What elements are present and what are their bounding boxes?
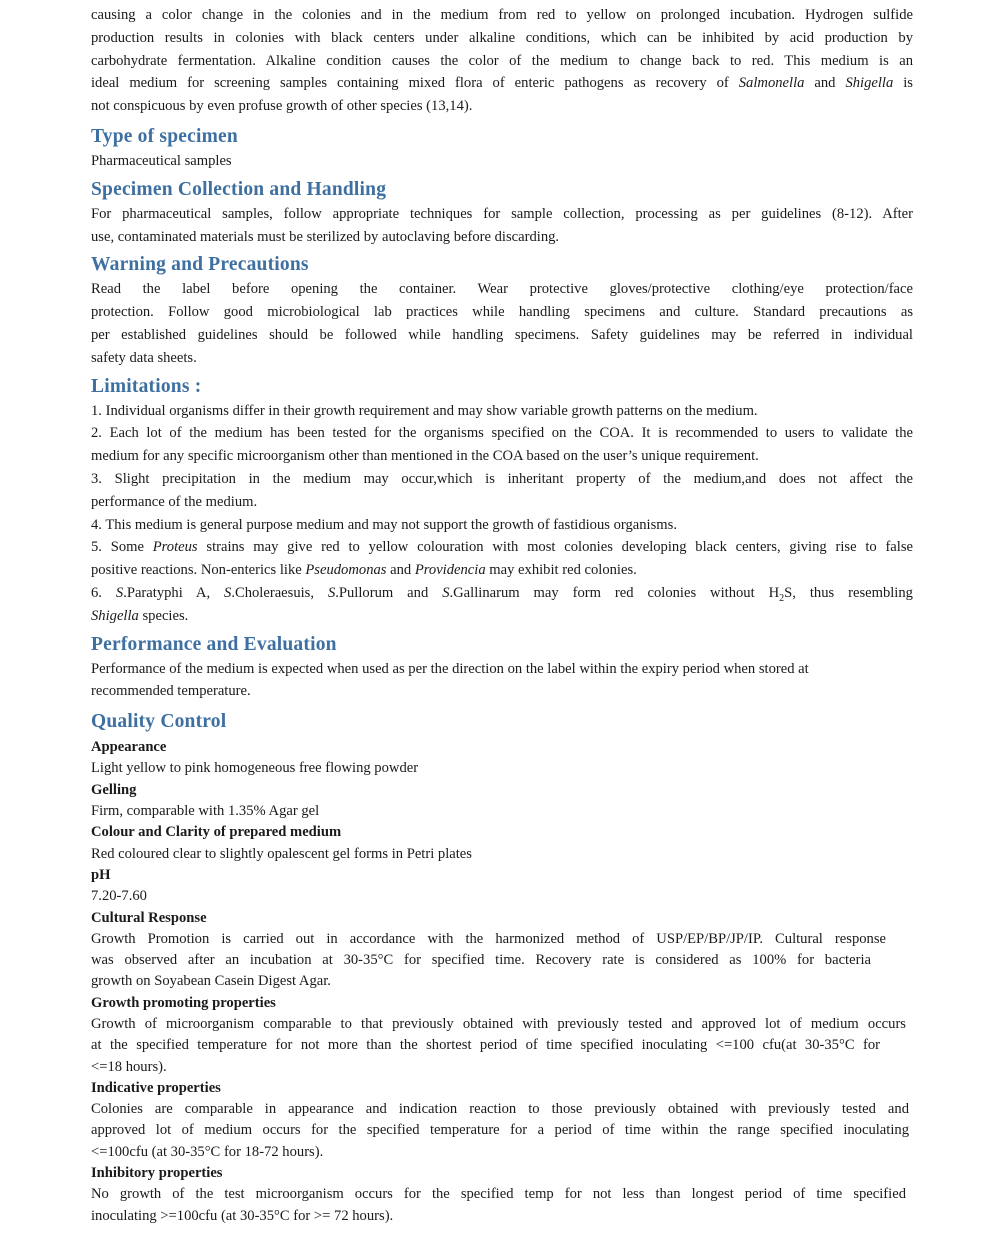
qc-value: growth on Soyabean Casein Digest Agar. — [91, 973, 331, 990]
italic-term: Salmonella — [738, 75, 805, 92]
text-span: and — [804, 75, 846, 92]
qc-value: <=18 hours). — [91, 1058, 167, 1075]
text-span: positive reactions. Non-enterics like — [91, 562, 306, 579]
limitation-item: performance of the medium. — [91, 493, 258, 510]
qc-value: No growth of the test microorganism occurs for the specified temp for not less than longest period of time specified — [91, 1186, 906, 1203]
section-heading-performance: Performance and Evaluation — [91, 633, 337, 655]
intro-line: causing a color change in the colonies and in the medium from red to yellow on prolonged incubation. Hydrogen sulfide — [91, 7, 913, 23]
section-heading-type-of-specimen: Type of specimen — [91, 125, 238, 147]
section-heading-quality-control: Quality Control — [91, 711, 227, 733]
limitation-item: 1. Individual organisms differ in their growth requirement and may show variable growth patterns on the medium. — [91, 402, 758, 419]
limitation-item: 3. Slight precipitation in the medium may occur,which is inheritant property of the medium,and does not affect the — [91, 470, 913, 487]
warning-line: safety data sheets. — [91, 349, 197, 366]
qc-value: Growth of microorganism comparable to that previously obtained with previously tested and approved lot of medium occurs — [91, 1015, 906, 1032]
italic-term: S — [327, 584, 336, 601]
qc-value: 7.20-7.60 — [91, 888, 147, 905]
limitation-item — [91, 605, 913, 628]
limitation-item — [91, 582, 913, 605]
qc-value: <=100cfu (at 30-35°C for 18-72 hours). — [91, 1143, 324, 1160]
section-heading-limitations: Limitations : — [91, 375, 202, 397]
quality-control-block — [91, 737, 913, 1227]
qc-subheading: Appearance — [91, 739, 167, 756]
text-span: 5. Some — [91, 539, 153, 556]
qc-value: Light yellow to pink homogeneous free flowing powder — [91, 760, 419, 777]
intro-line: not conspicuous by even profuse growth of other species (13,14). — [91, 98, 473, 115]
qc-value: Colonies are comparable in appearance and indication reaction to those previously obtained with previously tested and — [91, 1101, 909, 1118]
text-span: .Choleraesuis, — [231, 584, 328, 601]
type-of-specimen-text: Pharmaceutical samples — [91, 152, 232, 169]
italic-term: Shigella — [845, 75, 894, 92]
performance-line: Performance of the medium is expected when used as per the direction on the label within the expiry period when stored at — [91, 660, 809, 677]
section-heading-collection: Specimen Collection and Handling — [91, 178, 387, 200]
warning-line: Read the label before opening the container. Wear protective gloves/protective clothing/eye protection/face — [91, 281, 913, 298]
qc-value: at the specified temperature for not more than the shortest period of time specified inoculating <=100 cfu(at 30-35°C for — [91, 1037, 880, 1054]
qc-subheading: Gelling — [91, 781, 137, 798]
italic-term: S — [224, 584, 232, 601]
italic-term: Providencia — [414, 562, 486, 579]
qc-subheading: Indicative properties — [91, 1079, 221, 1096]
text-span: .Gallinarum may form red colonies without H — [449, 584, 780, 601]
italic-term: Shigella — [91, 607, 139, 624]
text-span: S, thus resembling — [784, 584, 913, 601]
qc-subheading: Growth promoting properties — [91, 994, 276, 1011]
text-span: .Pullorum and — [335, 584, 443, 601]
limitation-item: 4. This medium is general purpose medium and may not support the growth of fastidious organisms. — [91, 516, 677, 533]
intro-paragraph — [91, 4, 913, 118]
document-page — [91, 4, 913, 1227]
limitation-item — [91, 536, 913, 559]
intro-line: production results in colonies with black centers under alkaline conditions, which can be inhibited by acid production by — [91, 29, 913, 46]
qc-subheading: Colour and Clarity of prepared medium — [91, 824, 342, 841]
text-span: strains may give red to yellow colouration with most colonies developing black centers, giving rise to false — [197, 539, 913, 556]
text-span: 6. — [91, 584, 116, 601]
qc-value: Firm, comparable with 1.35% Agar gel — [91, 803, 320, 820]
italic-term: S — [442, 584, 450, 601]
italic-term: Pseudomonas — [305, 562, 387, 579]
qc-value: Red coloured clear to slightly opalescent gel forms in Petri plates — [91, 845, 472, 862]
text-span: ideal medium for screening samples containing mixed flora of enteric pathogens as recovery of — [91, 75, 739, 92]
qc-subheading: pH — [91, 866, 111, 883]
italic-term: S — [115, 584, 124, 601]
qc-value: inoculating >=100cfu (at 30-35°C for >= 72 hours). — [91, 1207, 394, 1224]
text-span: .Paratyphi A, — [123, 584, 225, 601]
limitation-item: medium for any specific microorganism other than mentioned in the COA based on the user’s unique requirement. — [91, 448, 759, 465]
warning-line: protection. Follow good microbiological lab practices while handling specimens and culture. Standard precautions as — [91, 304, 913, 321]
text-span: may exhibit red colonies. — [485, 562, 637, 579]
text-span: is — [893, 75, 913, 92]
italic-term: Proteus — [152, 539, 198, 556]
qc-subheading: Inhibitory properties — [91, 1165, 223, 1182]
text-span: species. — [138, 607, 189, 624]
limitation-item — [91, 559, 913, 582]
qc-subheading: Cultural Response — [91, 909, 207, 926]
qc-value: was observed after an incubation at 30-35°C for specified time. Recovery rate is considered as 100% for bacteria — [91, 952, 871, 969]
collection-line: For pharmaceutical samples, follow appropriate techniques for sample collection, processing as per guidelines (8-12). After — [91, 205, 913, 222]
intro-line — [91, 72, 913, 95]
limitation-item: 2. Each lot of the medium has been tested for the organisms specified on the COA. It is recommended to users to validate the — [91, 425, 913, 442]
qc-value: Growth Promotion is carried out in accordance with the harmonized method of USP/EP/BP/JP/IP. Cultural response — [91, 930, 886, 947]
performance-line: recommended temperature. — [91, 683, 251, 700]
text-span: and — [386, 562, 415, 579]
warning-line: per established guidelines should be followed while handling specimens. Safety guidelines may be referred in individual — [91, 326, 913, 343]
section-heading-warning: Warning and Precautions — [91, 254, 309, 276]
subscript: 2 — [779, 592, 785, 604]
qc-value: approved lot of medium occurs for the specified temperature for a period of time within the range specified inoculating — [91, 1122, 909, 1139]
intro-line: carbohydrate fermentation. Alkaline condition causes the color of the medium to change back to red. This medium is an — [91, 52, 913, 69]
collection-line: use, contaminated materials must be sterilized by autoclaving before discarding. — [91, 228, 560, 245]
